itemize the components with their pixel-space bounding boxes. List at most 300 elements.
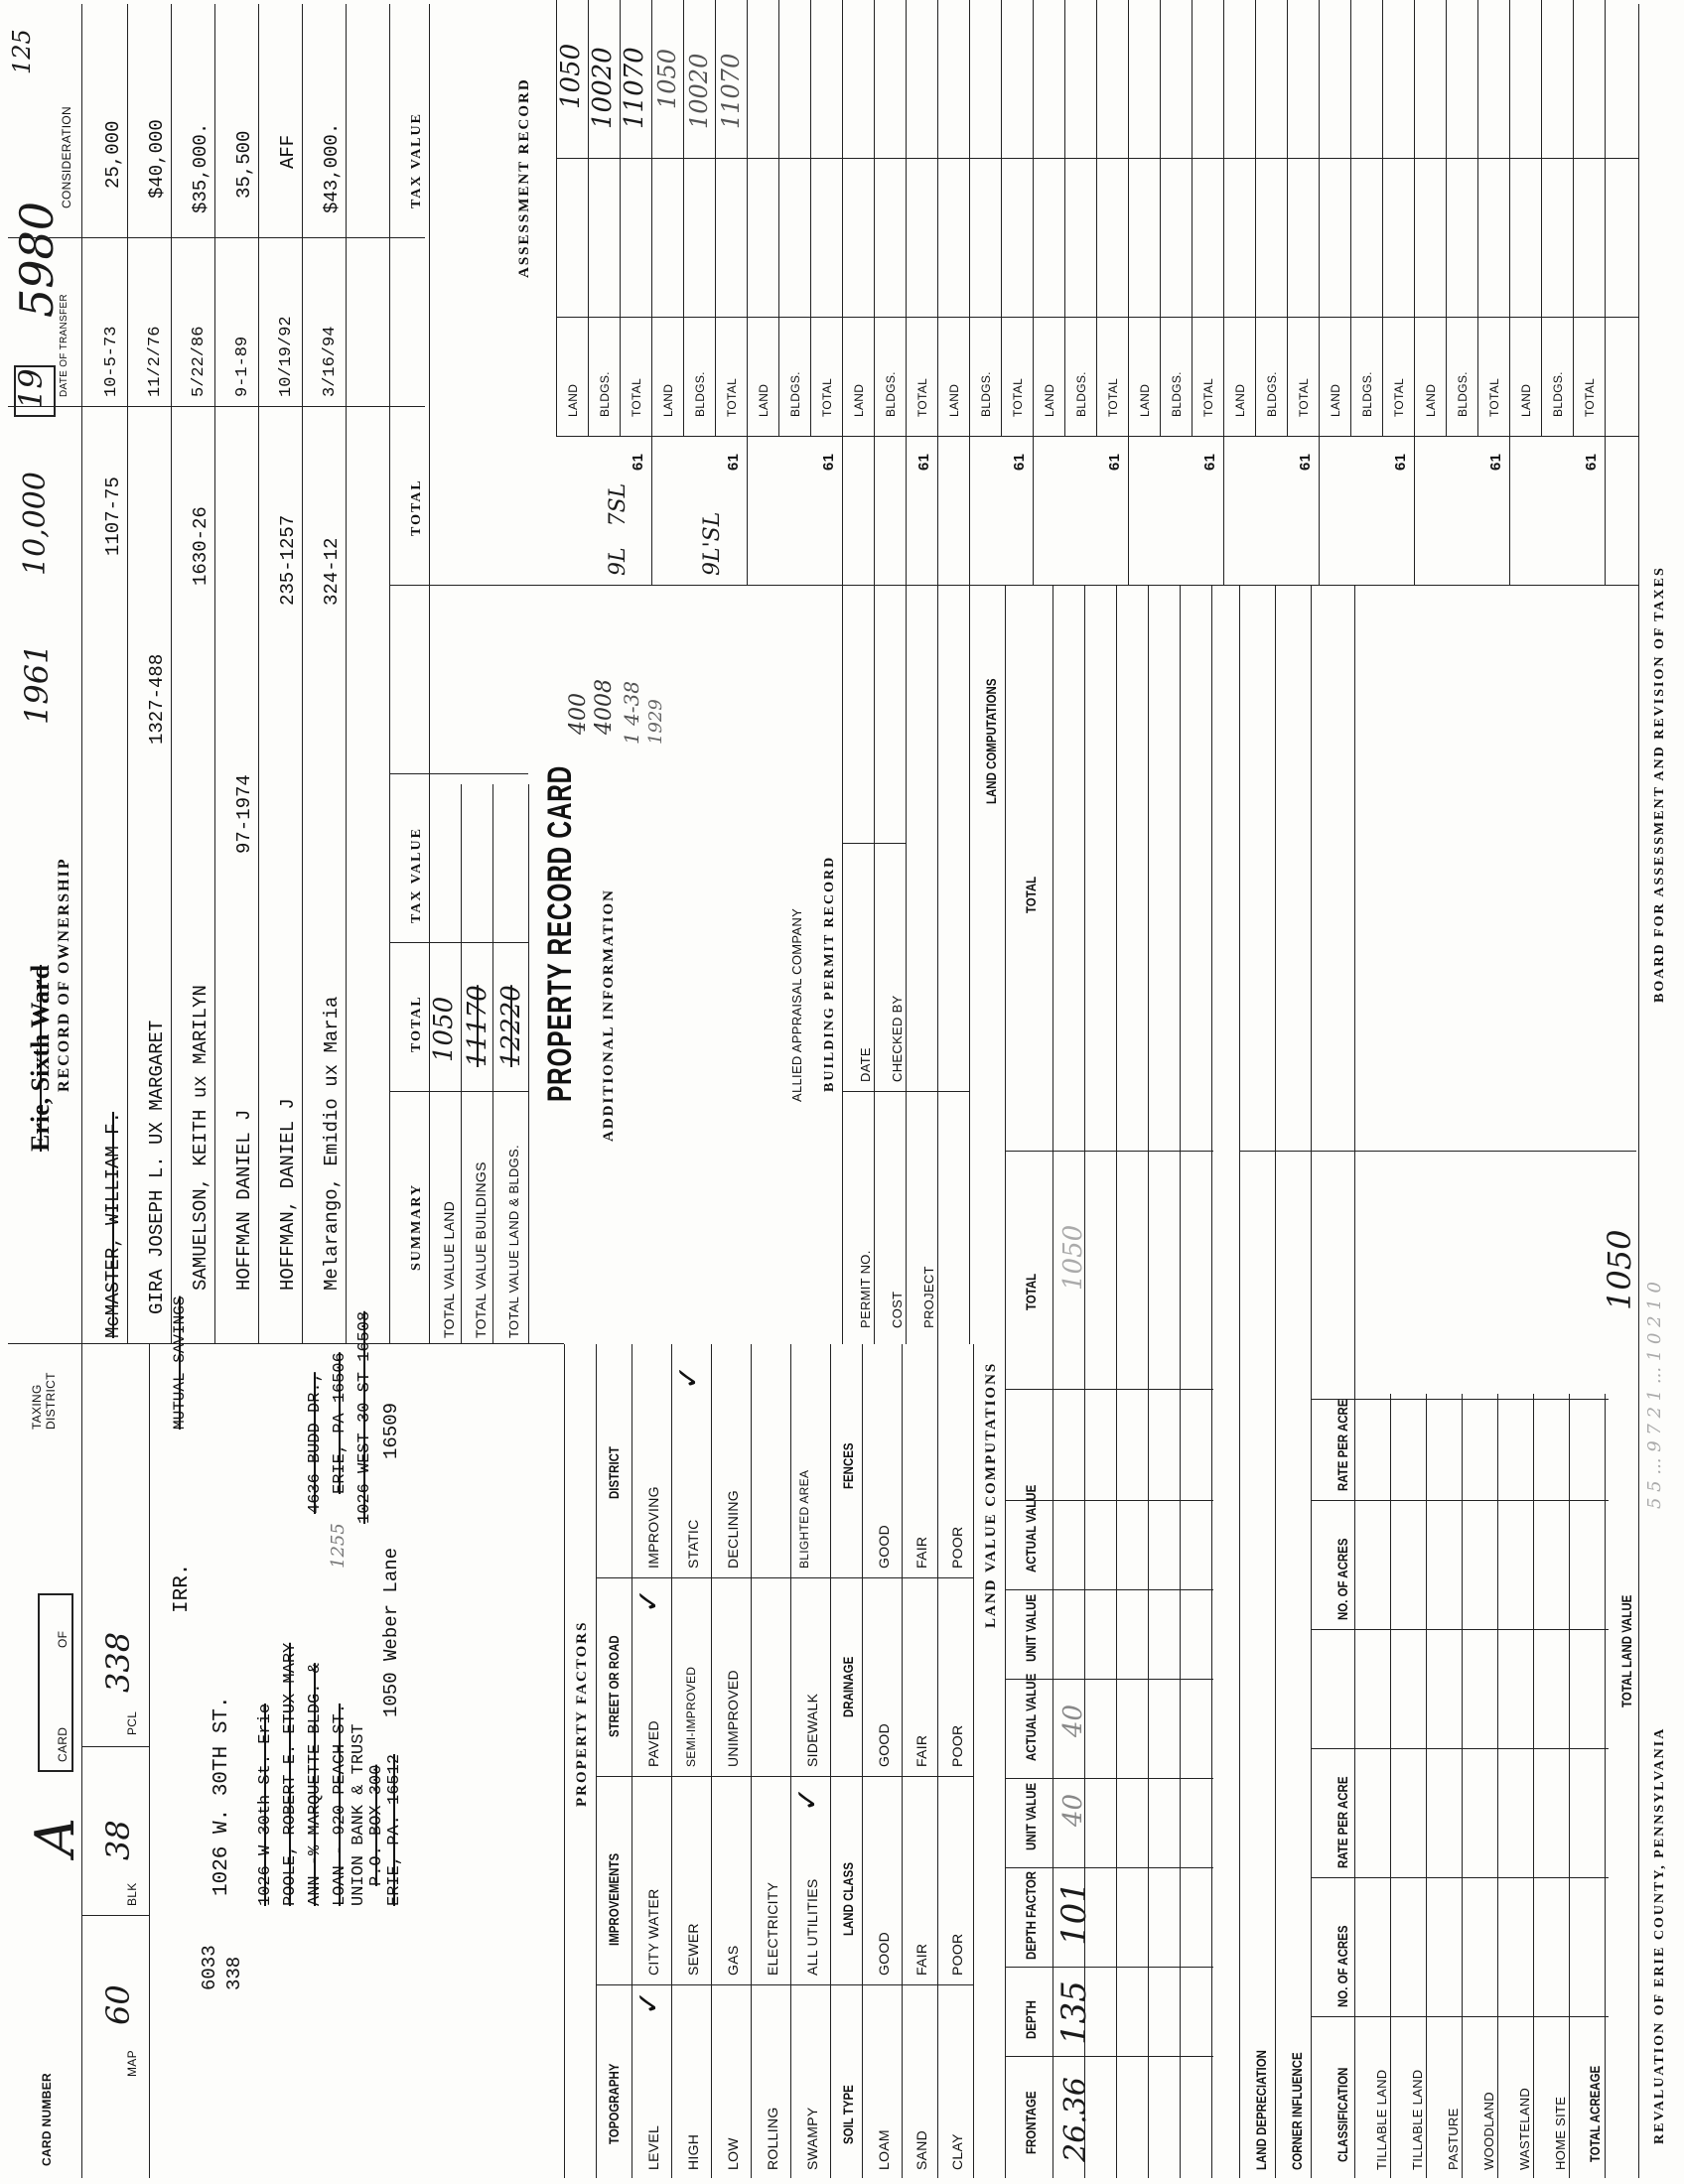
improvement-city-water: CITY WATER — [645, 1888, 661, 1976]
classification-header: CLASSIFICATION — [1334, 2067, 1350, 2162]
pcl-label: PCL — [125, 1710, 139, 1735]
fences-fair: FAIR — [913, 1536, 929, 1569]
soil-type-header: SOIL TYPE — [840, 2085, 856, 2144]
project-label: PROJECT — [921, 1266, 936, 1328]
side-line-3: 1026 WEST 30 ST 16508 — [355, 1310, 374, 1524]
summary-total-header: TOTAL — [409, 995, 424, 1052]
taxing-district-value: Erie, Sixth Ward — [26, 964, 55, 1152]
rule — [389, 773, 528, 774]
rule — [842, 437, 843, 586]
rule — [1311, 2016, 1609, 2017]
summary-value-total: 12220 — [496, 985, 526, 1067]
owner-row-3-name: SAMUELSON, KEITH ux MARILYN — [190, 985, 211, 1291]
card-of-of-label: OF — [56, 1630, 70, 1648]
lv-faint-total: 1050 — [1058, 1224, 1088, 1291]
rule — [302, 4, 303, 1344]
rule — [747, 0, 748, 437]
lv-depth-factor: 101 — [1054, 1881, 1094, 1946]
topo-rolling: ROLLING — [765, 2107, 780, 2170]
summary-title: SUMMARY — [409, 1182, 424, 1271]
rule — [711, 1344, 712, 2178]
owner-line-6: P.O. BOX 300 — [367, 1764, 386, 1886]
property-record-card-title: PROPERTY RECORD CARD — [541, 764, 579, 1102]
rule — [1446, 0, 1447, 437]
rule — [389, 1091, 528, 1092]
rule — [1128, 437, 1129, 586]
card-number-label: CARD NUMBER — [40, 2073, 54, 2166]
assessment-row-total: TOTAL — [1392, 377, 1406, 417]
class-home-site: HOME SITE — [1553, 2096, 1568, 2170]
class-woodland: WOODLAND — [1481, 2092, 1496, 2170]
rule — [651, 437, 652, 586]
improvement-all-utilities: ALL UTILITIES — [804, 1878, 820, 1976]
assessment-row-land: LAND — [1519, 383, 1533, 417]
irr-note: IRR. — [171, 1563, 194, 1613]
rule — [751, 1344, 752, 2178]
lv-header-depth: DEPTH — [1023, 2000, 1039, 2039]
land-class-poor: POOR — [949, 1933, 965, 1976]
rule — [778, 0, 779, 437]
assessment-row-land: LAND — [1329, 383, 1342, 417]
consideration-header: CONSIDERATION — [60, 105, 73, 208]
rule — [1509, 437, 1510, 586]
assessment-row-land: LAND — [661, 383, 675, 417]
parcel-code-1: 6033 — [199, 1945, 220, 1990]
assessment-row-land: LAND — [852, 383, 866, 417]
rule — [937, 1344, 938, 2178]
rule — [651, 0, 652, 437]
rule — [1005, 1967, 1213, 1968]
assessment-year-mark: 61 — [1106, 453, 1123, 471]
owner-row-5-date: 10/19/92 — [277, 316, 296, 397]
rule — [830, 1344, 831, 2178]
rule — [1192, 0, 1193, 437]
rule — [1569, 1394, 1570, 2178]
rule — [1096, 0, 1097, 437]
class-tillable-1: TILLABLE LAND — [1374, 2069, 1389, 2170]
drainage-poor: POOR — [949, 1724, 965, 1767]
rule — [1414, 437, 1415, 586]
summary-row-buildings: TOTAL VALUE BUILDINGS — [473, 1161, 489, 1338]
assessment-stamp-1: 9L 7SL — [606, 482, 631, 576]
rule — [258, 4, 259, 1344]
assessment-row-bldgs: BLDGS. — [979, 371, 993, 417]
rule — [1255, 0, 1256, 437]
total-land-value: 1050 — [1601, 1229, 1638, 1310]
footer-right: BOARD FOR ASSESSMENT AND REVISION OF TAXES — [1652, 566, 1667, 1003]
rule — [1001, 0, 1002, 437]
owner-row-2-consideration: $40,000 — [146, 119, 168, 199]
assessment-row-total: TOTAL — [1297, 377, 1311, 417]
soil-clay: CLAY — [949, 2133, 965, 2170]
assessment-row-land: LAND — [1043, 383, 1056, 417]
assessment-value-5: 10020 — [685, 53, 713, 129]
rule — [683, 0, 684, 437]
hand-note-4: 1929 — [645, 699, 666, 745]
assessment-year-mark: 61 — [1392, 453, 1409, 471]
land-depreciation-label: LAND DEPRECIATION — [1253, 2050, 1269, 2170]
soil-loam: LOAM — [876, 2129, 892, 2170]
assessment-year-mark: 61 — [820, 453, 837, 471]
street-unimproved: UNIMPROVED — [725, 1670, 741, 1767]
district-header: DISTRICT — [606, 1446, 622, 1499]
summary-value-land: 1050 — [429, 996, 459, 1062]
rule — [1311, 1500, 1609, 1501]
rule — [1638, 4, 1639, 2178]
assessment-value-1: 1050 — [556, 43, 586, 109]
street-sidewalk: SIDEWALK — [804, 1693, 820, 1767]
improvement-gas: GAS — [725, 1945, 741, 1976]
rule — [556, 436, 1638, 437]
current-address: 1050 Weber Lane — [380, 1547, 402, 1717]
date-of-transfer-header: DATE OF TRANSFER — [59, 294, 70, 397]
street-address: 1026 W. 30TH ST. — [210, 1696, 233, 1896]
fences-poor: POOR — [949, 1526, 965, 1569]
lv-actual-value: 40 — [1058, 1704, 1088, 1737]
rule — [1275, 586, 1276, 2178]
owner-row-5-ref: 235-1257 — [277, 514, 299, 606]
ownership-title: RECORD OF OWNERSHIP — [56, 857, 72, 1092]
summary-tax-header: TAX VALUE — [409, 827, 424, 923]
corner-influence-label: CORNER INFLUENCE — [1289, 2052, 1305, 2170]
assessment-year-mark: 61 — [1297, 453, 1314, 471]
assessment-row-land: LAND — [1138, 383, 1152, 417]
rule — [81, 4, 82, 1344]
owner-line-3: ANN -% MARQUETTE BLDG. & — [306, 1663, 325, 1906]
owner-row-4-date: 9-1-89 — [233, 336, 252, 397]
assessment-row-land: LAND — [757, 383, 771, 417]
rule — [81, 1344, 82, 2178]
owner-row-3-consideration: $35,000. — [190, 122, 211, 213]
fences-header: FENCES — [840, 1442, 856, 1489]
rule — [492, 784, 493, 1344]
lv-header-unit-value-2: UNIT VALUE — [1023, 1593, 1039, 1662]
rule — [1311, 1399, 1609, 1400]
owner-line-2: POOLE, ROBERT E. ETUX MARY — [281, 1642, 300, 1906]
owner-row-6-name: Melarango, Emidio ux Maria — [321, 996, 343, 1291]
total-land-value-label: TOTAL LAND VALUE — [1618, 1594, 1634, 1707]
parcel-code-2: 338 — [223, 1956, 245, 1990]
bank-struck: MUTUAL SAVINGS — [171, 1296, 189, 1430]
lv-header-total: TOTAL — [1023, 1273, 1039, 1310]
rule — [1160, 0, 1161, 437]
rule — [214, 4, 215, 1344]
total-acreage-label: TOTAL ACREAGE — [1587, 2065, 1603, 2162]
checked-by-label: CHECKED BY — [890, 995, 905, 1082]
rule — [973, 1344, 974, 2178]
rule — [1605, 1394, 1606, 2178]
district-declining: DECLINING — [725, 1490, 741, 1569]
blk-value: 38 — [99, 1820, 137, 1860]
assessment-row-land: LAND — [1424, 383, 1438, 417]
assessment-row-bldgs: BLDGS. — [1456, 371, 1470, 417]
owner-row-5-consideration: AFF — [277, 134, 299, 169]
owner-row-3-ref: 1630-26 — [190, 506, 211, 586]
improvement-electricity: ELECTRICITY — [765, 1881, 780, 1976]
rule — [389, 585, 558, 586]
rule — [874, 0, 875, 437]
summary-total-header-2: TOTAL — [409, 478, 424, 536]
assessment-year-mark: 61 — [915, 453, 932, 471]
rule — [1605, 0, 1606, 437]
rule — [1211, 586, 1212, 2178]
rule — [556, 317, 1638, 318]
owner-row-1-name: McMASTER, WILLIAM F. — [102, 1111, 124, 1338]
lv-header-actual-value-2: ACTUAL VALUE — [1023, 1484, 1039, 1572]
rule — [1287, 0, 1288, 437]
class-tillable-2: TILLABLE LAND — [1410, 2069, 1425, 2170]
rule — [149, 1344, 150, 2178]
pcl-value: 338 — [99, 1631, 137, 1693]
rule — [969, 0, 970, 437]
owner-row-2-ref: 1327-488 — [146, 653, 168, 745]
rule — [810, 0, 811, 437]
blk-label: BLK — [125, 1882, 139, 1906]
rule — [1311, 1629, 1609, 1630]
owner-line-5: UNION BANK & TRUST — [350, 1723, 368, 1906]
rule — [1509, 0, 1510, 437]
rule — [1319, 0, 1320, 437]
assessment-year-mark: 61 — [1583, 453, 1600, 471]
assessment-row-total: TOTAL — [1011, 377, 1025, 417]
assessment-row-bldgs: BLDGS. — [598, 371, 612, 417]
assessment-row-total: TOTAL — [1106, 377, 1120, 417]
hand-1255: 1255 — [328, 1523, 349, 1569]
assessment-row-bldgs: BLDGS. — [1265, 371, 1279, 417]
assessment-value-2: 10020 — [588, 47, 618, 129]
rule — [1005, 586, 1006, 2178]
rule — [1064, 0, 1065, 437]
check-mark-icon: ✓ — [671, 1364, 706, 1390]
rule — [389, 942, 528, 943]
rule — [1033, 437, 1034, 586]
rule — [715, 0, 716, 437]
rule — [937, 0, 938, 437]
rule — [127, 4, 128, 1344]
rule — [346, 4, 347, 1344]
owner-row-6-ref: 324-12 — [321, 537, 343, 606]
additional-info-label: ADDITIONAL INFORMATION — [601, 888, 617, 1142]
rule — [1573, 0, 1574, 437]
no-of-acres-header: NO. OF ACRES — [1334, 1925, 1350, 2007]
rule — [842, 1091, 969, 1092]
owner-row-4-consideration: 35,500 — [233, 130, 255, 199]
assessment-row-bldgs: BLDGS. — [1074, 371, 1088, 417]
hand-note-1: 400 — [566, 693, 591, 735]
hand-note-3: 1 4-38 — [620, 680, 643, 745]
rule — [1223, 437, 1224, 586]
topo-low: LOW — [725, 2137, 741, 2170]
map-label: MAP — [125, 2050, 139, 2077]
summary-row-land: TOTAL VALUE LAND — [441, 1200, 457, 1338]
rule — [556, 158, 1638, 159]
land-class-header: LAND CLASS — [840, 1862, 856, 1936]
street-paved: PAVED — [645, 1720, 661, 1767]
rule — [1005, 1589, 1213, 1590]
land-value-title: LAND VALUE COMPUTATIONS — [983, 1361, 999, 1628]
rule — [1005, 2056, 1213, 2057]
rule — [1005, 1778, 1213, 1779]
lv-header-actual-value: ACTUAL VALUE — [1023, 1673, 1039, 1761]
owner-line-7: ERIE, PA. 16512 — [385, 1753, 404, 1906]
rule — [1033, 0, 1034, 437]
rule — [862, 1344, 863, 2178]
assessment-row-bldgs: BLDGS. — [884, 371, 898, 417]
topo-swampy: SWAMPY — [804, 2107, 820, 2170]
rule — [1005, 1151, 1213, 1152]
summary-tax-header-2: TAX VALUE — [409, 112, 424, 208]
assessment-row-total: TOTAL — [1487, 377, 1501, 417]
owner-row-3-date: 5/22/86 — [190, 326, 209, 397]
assessment-row-bldgs: BLDGS. — [1551, 371, 1565, 417]
owner-row-1-ref: 1107-75 — [102, 477, 124, 556]
building-permit-title: BUILDING PERMIT RECORD — [822, 855, 837, 1092]
improvements-header: IMPROVEMENTS — [606, 1852, 622, 1946]
rule — [1462, 1394, 1463, 2178]
assessment-row-total: TOTAL — [1583, 377, 1597, 417]
drainage-good: GOOD — [876, 1723, 892, 1767]
assessment-row-total: TOTAL — [725, 377, 739, 417]
land-computations-label: LAND COMPUTATIONS — [983, 678, 999, 804]
drainage-fair: FAIR — [913, 1734, 929, 1767]
rule — [1390, 1394, 1391, 2178]
owner-line-1: 1026 W 30th St. Erie — [256, 1703, 275, 1906]
amount-handwritten: 10,000 — [18, 472, 53, 576]
improvement-sewer: SEWER — [685, 1923, 701, 1976]
assessment-row-land: LAND — [947, 383, 961, 417]
rule — [8, 406, 425, 407]
footer-left: REVALUATION OF ERIE COUNTY, PENNSYLVANIA — [1652, 1726, 1667, 2144]
check-mark-icon: ✓ — [790, 1786, 825, 1812]
assessment-row-land: LAND — [566, 383, 580, 417]
faint-bottom-note: 5 5 ... 9 7 2 1 ... 1 0 2 1 0 — [1644, 1282, 1665, 1509]
owner-row-1-consideration: 25,000 — [102, 120, 124, 189]
assessment-value-6: 11070 — [717, 53, 745, 129]
assessment-row-bldgs: BLDGS. — [693, 371, 707, 417]
side-line-1: 4636 BUDD DR., — [306, 1372, 325, 1514]
rule — [937, 437, 938, 586]
rule — [1605, 437, 1606, 586]
rule — [596, 1344, 597, 2178]
rule — [906, 0, 907, 437]
owner-row-4-ref: 97-1974 — [233, 774, 255, 854]
rule — [790, 1344, 791, 2178]
lv-header-unit-value: UNIT VALUE — [1023, 1782, 1039, 1850]
owner-line-4: LOAN - 920 PEACH ST. — [331, 1703, 350, 1906]
rule — [556, 585, 1638, 586]
rule — [747, 437, 748, 586]
cost-label: COST — [890, 1291, 905, 1328]
assessment-year-mark: 61 — [1201, 453, 1218, 471]
district-blighted: BLIGHTED AREA — [797, 1469, 811, 1569]
property-factors-title: PROPERTY FACTORS — [574, 1620, 590, 1807]
rule — [1084, 586, 1085, 2178]
lv-header-total-2: TOTAL — [1023, 876, 1039, 913]
rate-per-acre-header-2: RATE PER ACRE — [1334, 1399, 1350, 1491]
topography-header: TOPOGRAPHY — [606, 2063, 622, 2144]
rule — [1497, 1394, 1498, 2178]
rule — [81, 1915, 149, 1916]
assessment-row-bldgs: BLDGS. — [788, 371, 802, 417]
street-semi-improved: SEMI-IMPROVED — [684, 1666, 698, 1767]
topo-high: HIGH — [685, 2133, 701, 2170]
class-pasture: PASTURE — [1446, 2108, 1461, 2170]
rule — [1477, 0, 1478, 437]
rate-per-acre-header: RATE PER ACRE — [1334, 1776, 1350, 1868]
assessment-year-mark: 61 — [1011, 453, 1028, 471]
date-label: DATE — [858, 1047, 873, 1082]
owner-row-2-date: 11/2/76 — [146, 326, 165, 397]
street-header: STREET OR ROAD — [606, 1635, 622, 1737]
class-wasteland: WASTELAND — [1517, 2087, 1532, 2170]
rule — [8, 1343, 564, 1344]
owner-row-6-consideration: $43,000. — [321, 122, 343, 213]
assessment-title: ASSESSMENT RECORD — [516, 77, 532, 278]
rule — [1005, 1867, 1213, 1868]
rule — [1311, 1877, 1609, 1878]
side-line-2: ERIE, PA 16506 — [331, 1352, 350, 1494]
taxing-district-label: TAXING DISTRICT — [30, 1372, 58, 1430]
rule — [1239, 1151, 1636, 1152]
no-of-acres-header-2: NO. OF ACRES — [1334, 1538, 1350, 1620]
owner-row-2-name: GIRA JOSEPH L. UX MARGARET — [146, 1020, 168, 1314]
assessment-row-total: TOTAL — [630, 377, 643, 417]
assessment-row-total: TOTAL — [1201, 377, 1215, 417]
rule — [842, 0, 843, 437]
lv-depth: 135 — [1054, 1980, 1094, 2045]
page-number-handwritten: 125 — [8, 29, 36, 74]
owner-row-5-name: HOFFMAN, DANIEL J — [277, 1098, 299, 1291]
topo-level: LEVEL — [645, 2124, 661, 2170]
owner-row-4-name: HOFFMAN DANIEL J — [233, 1109, 255, 1291]
rule — [842, 843, 906, 844]
rule — [1311, 1748, 1609, 1749]
lv-frontage: 26.36 — [1058, 2077, 1093, 2162]
lv-header-frontage: FRONTAGE — [1023, 2091, 1039, 2154]
assessment-row-bldgs: BLDGS. — [1360, 371, 1374, 417]
rule — [671, 1344, 672, 2178]
card-id-handwritten: 5980 — [10, 201, 64, 318]
rule — [1148, 586, 1149, 2178]
assessment-row-bldgs: BLDGS. — [1170, 371, 1184, 417]
rule — [1533, 1394, 1534, 2178]
card-letter: A — [24, 1818, 86, 1856]
land-class-fair: FAIR — [913, 1943, 929, 1976]
appraisal-company: ALLIED APPRAISAL COMPANY — [789, 907, 804, 1102]
rule — [1239, 586, 1240, 2178]
assessment-stamp-2: 9L'SL — [700, 511, 725, 576]
rule — [1541, 0, 1542, 437]
rule — [564, 1344, 565, 2178]
rule — [8, 237, 425, 238]
summary-row-total: TOTAL VALUE LAND & BLDGS. — [506, 1145, 521, 1338]
rule — [429, 4, 430, 1344]
lv-header-depth-factor: DEPTH FACTOR — [1023, 1870, 1039, 1960]
district-improving: IMPROVING — [645, 1486, 661, 1569]
rule — [81, 1746, 149, 1747]
rule — [596, 1577, 973, 1578]
rule — [1052, 586, 1053, 2178]
assessment-year-mark: 61 — [1487, 453, 1504, 471]
hand-note-2: 4008 — [592, 679, 617, 735]
map-value: 60 — [99, 1984, 137, 2025]
assessment-value-4: 1050 — [653, 48, 681, 109]
assessment-row-total: TOTAL — [915, 377, 929, 417]
assessment-year-mark: 61 — [630, 453, 646, 471]
owner-row-1-date: 10-5-73 — [102, 326, 121, 397]
rule — [1426, 1394, 1427, 2178]
drainage-header: DRAINAGE — [840, 1656, 856, 1717]
